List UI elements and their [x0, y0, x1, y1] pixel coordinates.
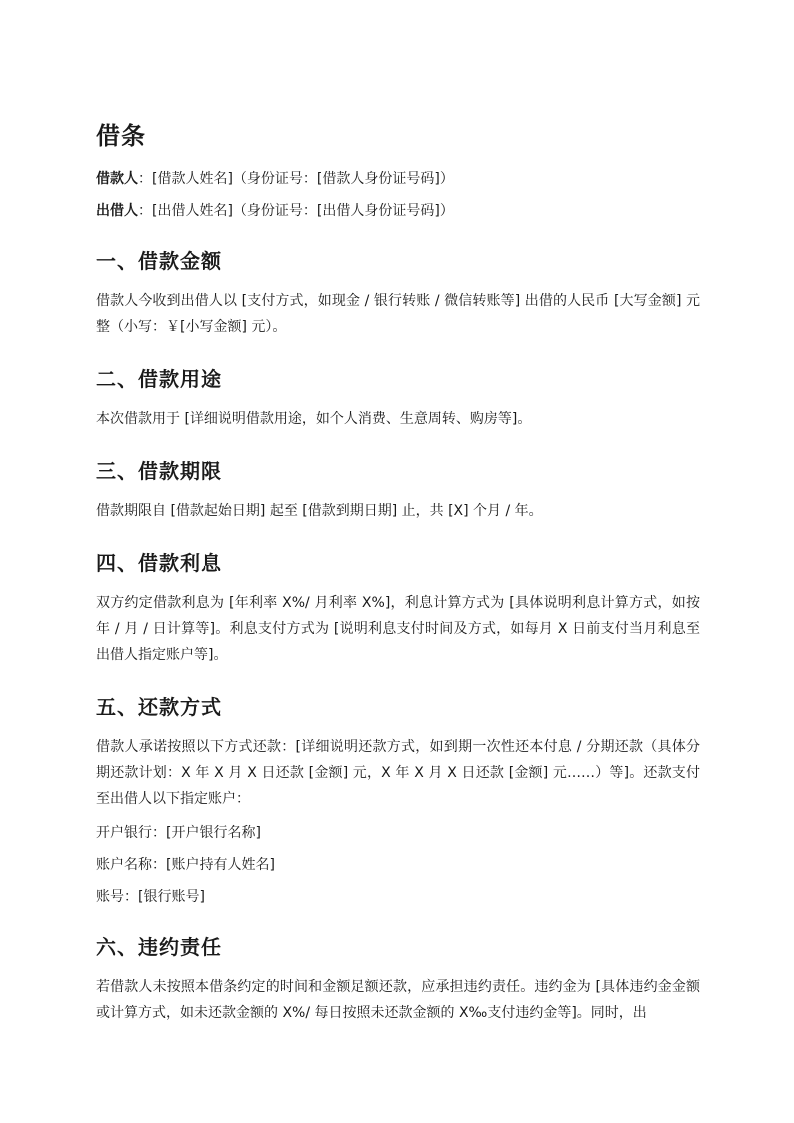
section-body: 若借款人未按照本借条约定的时间和金额足额还款，应承担违约责任。违约金为 [具体违约金金额或计算方式，如未还款金额的 X%/ 每日按照未还款金额的 X‰支付违约金等]。同时，出 — [96, 979, 700, 1021]
section-repayment-method — [96, 692, 700, 908]
lender-label: 出借人 — [96, 203, 138, 219]
lender-info: ：[出借人姓名]（身份证号：[出借人身份证号码]） — [138, 203, 454, 219]
section-heading: 五、还款方式 — [96, 695, 222, 719]
section-body: 双方约定借款利息为 [年利率 X%/ 月利率 X%]，利息计算方式为 [具体说明利息计算方式，如按年 / 月 / 日计算等]。利息支付方式为 [说明利息支付时间及方式，如每月 X 日前支付当月利息至出借人指定账户等]。 — [96, 595, 700, 663]
account-number-line: 账号：[银行账号] — [96, 889, 205, 905]
section-body: 借款人承诺按照以下方式还款：[详细说明还款方式，如到期一次性还本付息 / 分期还款（具体分期还款计划：X 年 X 月 X 日还款 [金额] 元，X 年 X 月 X 日还款 [金额] 元……）等]。还款支付至出借人以下指定账户： — [96, 739, 700, 807]
borrower-line — [96, 168, 700, 190]
section-loan-interest — [96, 548, 700, 668]
section-body: 借款人今收到出借人以 [支付方式，如现金 / 银行转账 / 微信转账等] 出借的人民币 [大写金额] 元整（小写：￥[小写金额] 元）。 — [96, 293, 700, 335]
section-heading: 六、违约责任 — [96, 935, 222, 959]
lender-line — [96, 200, 700, 222]
account-holder-line: 账户名称：[账户持有人姓名] — [96, 857, 275, 873]
document-title: 借条 — [96, 122, 146, 150]
section-loan-term — [96, 456, 700, 524]
section-body: 本次借款用于 [详细说明借款用途，如个人消费、生意周转、购房等]。 — [96, 411, 532, 427]
section-heading: 二、借款用途 — [96, 367, 222, 391]
document-page — [96, 118, 700, 1030]
section-heading: 一、借款金额 — [96, 249, 222, 273]
section-loan-amount — [96, 246, 700, 340]
section-body: 借款期限自 [借款起始日期] 起至 [借款到期日期] 止，共 [X] 个月 / 年。 — [96, 503, 543, 519]
section-loan-purpose — [96, 364, 700, 432]
bank-name-line: 开户银行：[开户银行名称] — [96, 825, 261, 841]
borrower-label: 借款人 — [96, 171, 138, 187]
section-heading: 四、借款利息 — [96, 551, 222, 575]
section-heading: 三、借款期限 — [96, 459, 222, 483]
borrower-info: ：[借款人姓名]（身份证号：[借款人身份证号码]） — [138, 171, 454, 187]
section-breach-liability — [96, 932, 700, 1026]
